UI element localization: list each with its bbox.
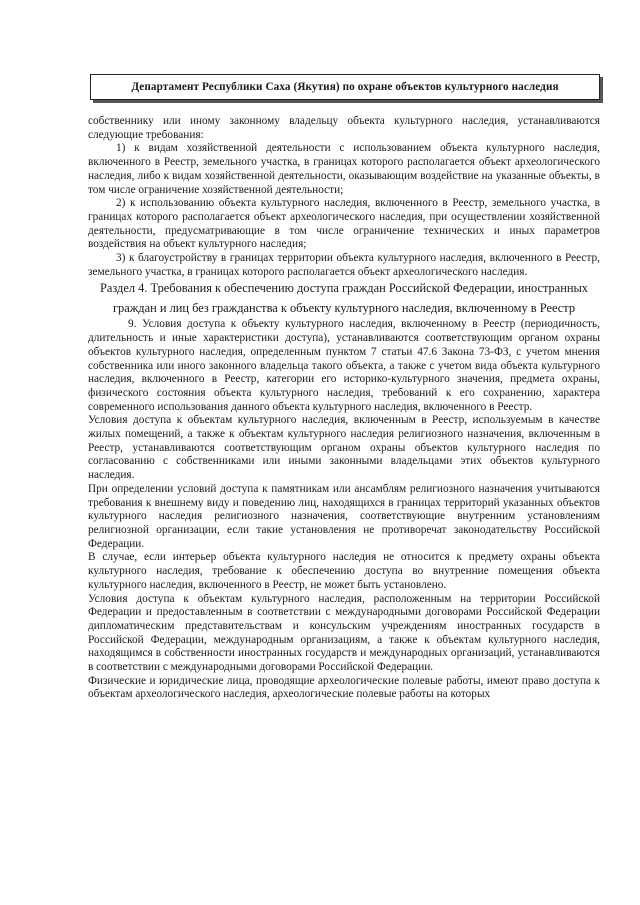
paragraph: В случае, если интерьер объекта культурного наследия не относится к предмету охраны объекта культурного наследия, требование к обеспечению доступа во внутренние помещения объекта культурного наследия, включенного в Реестр, не может быть установлено. xyxy=(88,551,600,591)
list-item: 1) к видам хозяйственной деятельности с использованием объекта культурного наследия, включенного в Реестр, земельного участка, в границах которого располагается объект археологического наследия, либо к видам хозяйственной деятельности, оказывающим воздействие на указанные объекты, в том числе ограничение хозяйственной деятельности; xyxy=(88,142,600,196)
list-item: 3) к благоустройству в границах территории объекта культурного наследия, включенного в Реестр, земельного участка, в границах которого располагается объект археологического наследия. xyxy=(88,252,600,278)
paragraph: При определении условий доступа к памятникам или ансамблям религиозного назначения учитываются требования к внешнему виду и поведению лиц, находящихся в границах территорий указанных объектов культурного наследия религиозного назначения, соответствующие внутренним установлениям религиозной организации, если такие установления не противоречат законодательству Российской Федерации. xyxy=(88,482,600,550)
paragraph: собственнику или иному законному владельцу объекта культурного наследия, устанавливаются следующие требования: xyxy=(88,115,600,141)
paragraph: Условия доступа к объектам культурного наследия, включенным в Реестр, используемым в качестве жилых помещений, а также к объектам культурного наследия религиозного назначения, включенным в Реестр, устанавливаются соответствующим органом охраны объектов культурного наследия по согласованию с собственниками или иными законными владельцами этих объектов культурного наследия. xyxy=(88,414,600,482)
section-title: Раздел 4. Требования к обеспечению доступа граждан Российской Федерации, иностранных граждан и лиц без гражданства к объекту культурного наследия, включенному в Реестр xyxy=(99,281,589,315)
department-header xyxy=(90,74,600,100)
header-title: Департамент Республики Саха (Якутия) по охране объектов культурного наследия xyxy=(131,81,559,93)
paragraph: Физические и юридические лица, проводящие археологические полевые работы, имеют право доступа к объектам археологического наследия, археологические полевые работы на которых xyxy=(88,674,600,701)
list-item: 2) к использованию объекта культурного наследия, включенного в Реестр, земельного участка, в границах которого располагается объект археологического наследия, при осуществлении хозяйственной деятельности, предусматривающие в том числе ограничение технических и иных параметров воздействия на объект культурного наследия; xyxy=(88,197,600,251)
document-body xyxy=(88,115,600,702)
paragraph: 9. Условия доступа к объекту культурного наследия, включенному в Реестр (периодичность, длительность и иные характеристики доступа), устанавливаются соответствующим органом охраны объектов культурного наследия, определенным пунктом 7 статьи 47.6 Закона 73-ФЗ, с учетом мнения собственника или иного законного владельца такого объекта, а также с учетом вида объекта культурного наследия, включенного в Реестр, категории его историко-культурного значения, предмета охраны, физического состояния объекта культурного наследия, требований к его сохранению, характера современного использования данного объекта культурного наследия, включенного в Реестр. xyxy=(88,318,600,413)
paragraph: Условия доступа к объектам культурного наследия, расположенным на территории Российской Федерации и предоставленным в соответствии с международными договорами Российской Федерации дипломатическим представительствам и консульским учреждениям иностранных государств в Российской Федерации, международным организациям, а также к объектам культурного наследия, находящимся в собственности иностранных государств и международных организаций, устанавливаются в соответствии с международными договорами Российской Федерации. xyxy=(88,592,600,674)
